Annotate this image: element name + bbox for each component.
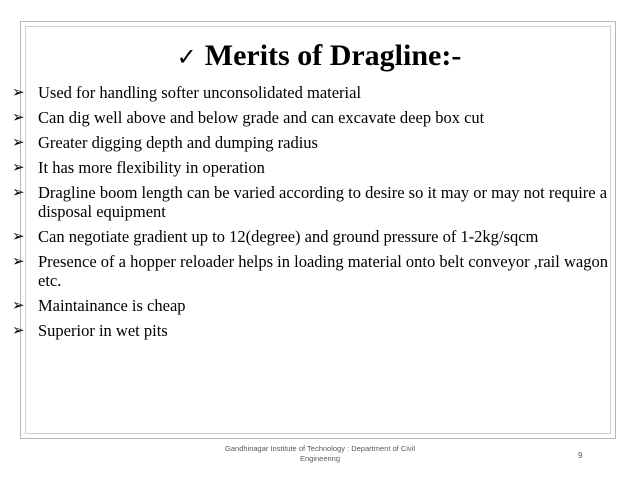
list-item-text: Can dig well above and below grade and can excavate deep box cut	[38, 108, 485, 127]
arrow-bullet-icon: ➢	[12, 296, 25, 314]
list-item-text: Dragline boom length can be varied according to desire so it may or may not require a disposal equipment	[38, 183, 608, 221]
arrow-bullet-icon: ➢	[12, 183, 25, 201]
arrow-bullet-icon: ➢	[12, 133, 25, 151]
arrow-bullet-icon: ➢	[12, 108, 25, 126]
list-item-text: Can negotiate gradient up to 12(degree) and ground pressure of 1-2kg/sqcm	[38, 227, 539, 246]
list-item-text: Greater digging depth and dumping radius	[38, 133, 318, 152]
slide-title-text: Merits of Dragline:-	[204, 39, 462, 72]
list-item-text: Maintainance is cheap	[38, 296, 186, 315]
list-item	[10, 252, 630, 290]
list-item	[10, 83, 630, 102]
arrow-bullet-icon: ➢	[12, 252, 25, 270]
merits-list	[10, 83, 630, 346]
list-item	[10, 158, 630, 177]
list-item	[10, 183, 630, 221]
arrow-bullet-icon: ➢	[12, 321, 25, 339]
list-item-text: Superior in wet pits	[38, 321, 168, 340]
list-item-text: Presence of a hopper reloader helps in loading material onto belt conveyor ,rail wagon etc.	[38, 252, 608, 290]
list-item	[10, 133, 630, 152]
arrow-bullet-icon: ➢	[12, 83, 25, 101]
list-item	[10, 108, 630, 127]
list-item-text: It has more flexibility in operation	[38, 158, 265, 177]
slide-footer: Gandhinagar Institute of Technology : Department of Civil Engineering	[225, 444, 415, 463]
list-item	[10, 296, 630, 315]
arrow-bullet-icon: ➢	[12, 158, 25, 176]
list-item	[10, 227, 630, 246]
arrow-bullet-icon: ➢	[12, 227, 25, 245]
list-item-text: Used for handling softer unconsolidated material	[38, 83, 362, 102]
list-item	[10, 321, 630, 340]
check-mark-icon: ✓	[176, 43, 197, 71]
page-number: 9	[578, 451, 583, 460]
slide-title	[0, 38, 638, 75]
